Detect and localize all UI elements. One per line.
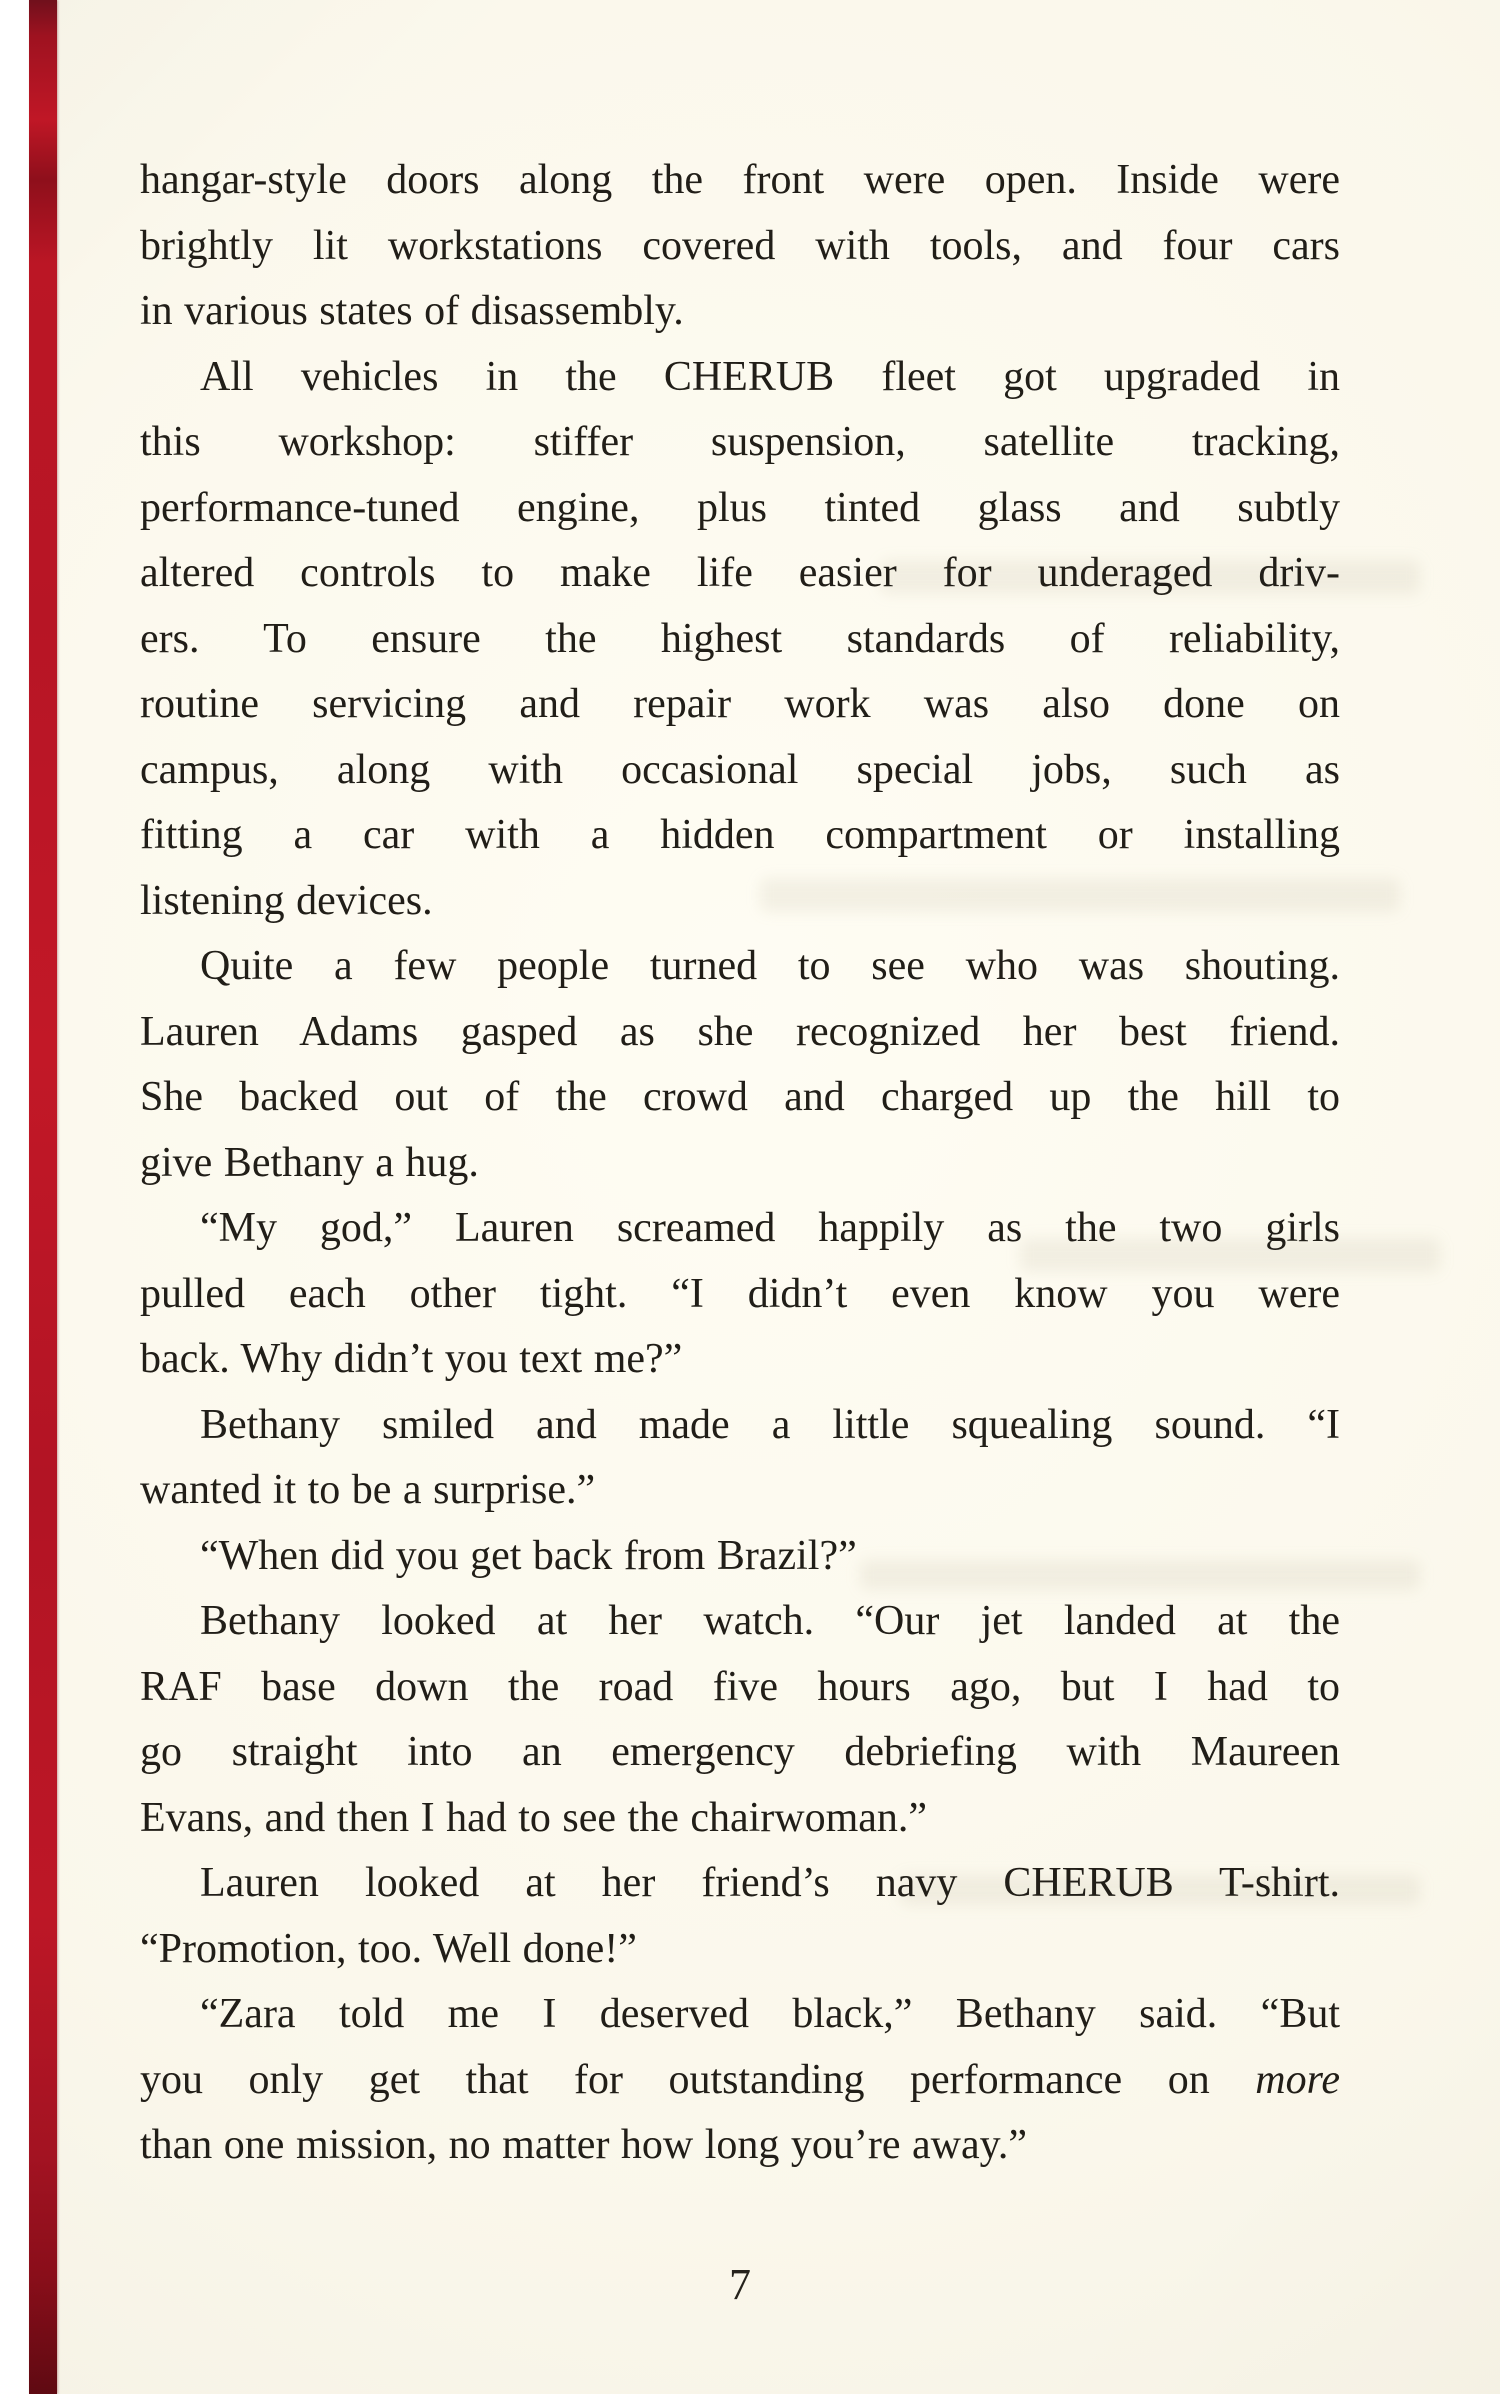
text-line: Lauren Adams gasped as she recognized her best friend. xyxy=(140,1008,1340,1055)
text-line: performance-tuned engine, plus tinted glass and subtly xyxy=(140,484,1340,531)
text-line: hangar-style doors along the front were open. Inside were xyxy=(140,157,1340,203)
text-line: routine servicing and repair work was also done on xyxy=(140,681,1340,727)
text-line: than one mission, no matter how long you’re away.” xyxy=(140,2122,1028,2168)
book-spine-edge xyxy=(29,0,57,2394)
text-line: RAF base down the road five hours ago, but I had to xyxy=(140,1663,1340,1710)
text-line: ers. To ensure the highest standards of reliability, xyxy=(140,615,1340,662)
text-line: Bethany looked at her watch. “Our jet landed at the xyxy=(200,1598,1340,1644)
scan-left-gutter xyxy=(0,0,29,2394)
text-line: brightly lit workstations covered with tools, and four cars xyxy=(140,222,1340,269)
text-line: Evans, and then I had to see the chairwoman.” xyxy=(140,1794,928,1841)
text-line: “When did you get back from Brazil?” xyxy=(200,1532,857,1579)
text-line: fitting a car with a hidden compartment or installing xyxy=(140,812,1340,858)
text-line: go straight into an emergency debriefing with Maureen xyxy=(140,1729,1340,1775)
text-line: back. Why didn’t you text me?” xyxy=(140,1336,683,1382)
text-line: wanted it to be a surprise.” xyxy=(140,1467,596,1513)
text-line: this workshop: stiffer suspension, satellite tracking, xyxy=(140,419,1340,465)
text-line: Quite a few people turned to see who was shouting. xyxy=(200,943,1340,989)
text-line: “My god,” Lauren screamed happily as the two girls xyxy=(200,1205,1340,1251)
text-line: “Promotion, too. Well done!” xyxy=(140,1925,637,1972)
text-line: altered controls to make life easier for underaged driv- xyxy=(140,550,1340,596)
text-line: in various states of disassembly. xyxy=(140,288,684,334)
text-line: give Bethany a hug. xyxy=(140,1139,479,1186)
text-line: Bethany smiled and made a little squealing sound. “I xyxy=(200,1401,1340,1448)
page-number: 7 xyxy=(729,2260,751,2309)
text-line: She backed out of the crowd and charged up the hill to xyxy=(140,1074,1340,1120)
text-line: Lauren looked at her friend’s navy CHERUB T-shirt. xyxy=(200,1860,1340,1906)
text-line: pulled each other tight. “I didn’t even know you were xyxy=(140,1270,1340,1317)
text-line: All vehicles in the CHERUB fleet got upgraded in xyxy=(200,353,1340,400)
text-line: you only get that for outstanding performance on more xyxy=(140,2056,1340,2103)
text-line: “Zara told me I deserved black,” Bethany said. “But xyxy=(200,1991,1340,2037)
text-line: listening devices. xyxy=(140,877,433,924)
text-line: campus, along with occasional special jobs, such as xyxy=(140,746,1340,793)
body-text-block xyxy=(140,148,1340,2179)
